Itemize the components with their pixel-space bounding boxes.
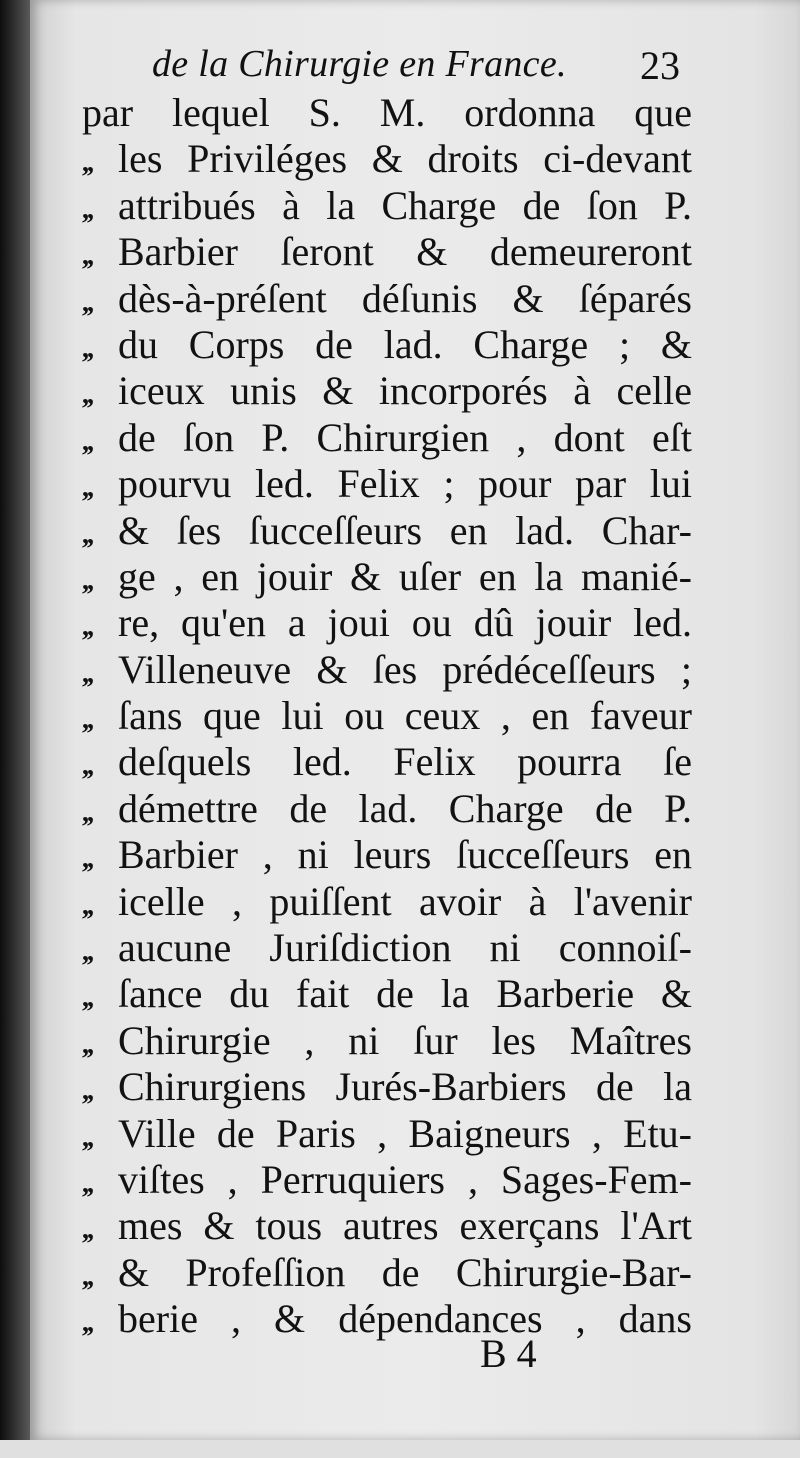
line-text: icelle , puiſſent avoir à l'avenir [118, 878, 692, 924]
quotation-mark: ,, [82, 843, 92, 875]
quotation-mark: ,, [82, 332, 92, 364]
text-line [82, 1157, 692, 1203]
body-text [82, 90, 692, 1343]
text-line [82, 1203, 692, 1249]
quotation-mark: ,, [82, 1307, 92, 1339]
line-text: pourvu led. Felix ; pour par lui [118, 461, 692, 507]
quotation-mark: ,, [82, 193, 92, 225]
quotation-mark: ,, [82, 472, 92, 504]
quotation-mark: ,, [82, 889, 92, 921]
running-title: de la Chirurgie en France. [152, 43, 567, 85]
text-line [82, 925, 692, 971]
text-line [82, 1250, 692, 1296]
quotation-mark: ,, [82, 379, 92, 411]
line-text: berie , & dépendances , dans [118, 1296, 692, 1342]
line-text: dès-à-préſent déſunis & ſéparés [118, 275, 692, 321]
quotation-mark: ,, [82, 750, 92, 782]
line-text: deſquels led. Felix pourra ſe [118, 739, 692, 785]
scan-bottom-edge [0, 1440, 800, 1458]
line-text: iceux unis & incorporés à celle [118, 368, 692, 414]
quotation-mark: ,, [82, 611, 92, 643]
quotation-mark: ,, [82, 518, 92, 550]
text-line [82, 461, 692, 507]
text-line [82, 786, 692, 832]
text-line [82, 90, 692, 136]
quotation-mark: ,, [82, 796, 92, 828]
quotation-mark: ,, [82, 704, 92, 736]
text-line [82, 508, 692, 554]
quotation-mark: ,, [82, 564, 92, 596]
text-line [82, 647, 692, 693]
text-line [82, 739, 692, 785]
text-line [82, 183, 692, 229]
scan-left-edge [0, 0, 30, 1458]
quotation-mark: ,, [82, 1075, 92, 1107]
text-line [82, 415, 692, 461]
line-text: attribués à la Charge de ſon P. [118, 182, 692, 228]
line-text: mes & tous autres exerçans l'Art [118, 1203, 692, 1249]
line-text: de ſon P. Chirurgien , dont eſt [118, 414, 692, 460]
quotation-mark: ,, [82, 1214, 92, 1246]
line-text: Barbier ſeront & demeureront [118, 229, 692, 275]
quotation-mark: ,, [82, 1167, 92, 1199]
line-text: re, qu'en a joui ou dû jouir led. [118, 600, 692, 646]
line-text: Chirurgiens Jurés-Barbiers de la [118, 1064, 692, 1110]
line-text: Villeneuve & ſes prédéceſſeurs ; [118, 646, 692, 692]
line-text: Ville de Paris , Baigneurs , Etu- [118, 1110, 692, 1156]
page-number: 23 [640, 43, 680, 88]
quotation-mark: ,, [82, 240, 92, 272]
text-line [82, 693, 692, 739]
line-text: Barbier , ni leurs ſucceſſeurs en [118, 832, 692, 878]
quotation-mark: ,, [82, 1028, 92, 1060]
line-text: viſtes , Perruquiers , Sages-Fem- [118, 1156, 692, 1202]
line-text: démettre de lad. Charge de P. [118, 785, 692, 831]
text-line [82, 276, 692, 322]
text-line [82, 136, 692, 182]
quotation-mark: ,, [82, 425, 92, 457]
quotation-mark: ,, [82, 1260, 92, 1292]
text-line [82, 1018, 692, 1064]
quotation-mark: ,, [82, 1121, 92, 1153]
line-text: les Priviléges & droits ci-devant [118, 136, 692, 182]
line-text: aucune Juriſdiction ni connoiſ- [118, 925, 692, 971]
line-text: ſance du fait de la Barberie & [118, 971, 692, 1017]
text-line [82, 368, 692, 414]
line-text: Chirurgie , ni ſur les Maîtres [118, 1017, 692, 1063]
text-line [82, 832, 692, 878]
line-text: & Profeſſion de Chirurgie-Bar- [118, 1249, 692, 1295]
text-line [82, 600, 692, 646]
text-line [82, 229, 692, 275]
quotation-mark: ,, [82, 982, 92, 1014]
line-text: du Corps de lad. Charge ; & [118, 321, 692, 367]
text-line [82, 971, 692, 1017]
text-line [82, 554, 692, 600]
line-text: par lequel S. M. ordonna que [82, 90, 692, 135]
text-line [82, 322, 692, 368]
line-text: & ſes ſucceſſeurs en lad. Char- [118, 507, 692, 553]
text-line [82, 1296, 692, 1342]
quotation-mark: ,, [82, 286, 92, 318]
quotation-mark: ,, [82, 936, 92, 968]
quotation-mark: ,, [82, 147, 92, 179]
text-line [82, 1064, 692, 1110]
text-line [82, 1111, 692, 1157]
line-text: ſans que lui ou ceux , en faveur [118, 693, 692, 739]
text-line [82, 879, 692, 925]
line-text: ge , en jouir & uſer en la manié- [118, 553, 692, 599]
signature-mark: B 4 [480, 1331, 537, 1376]
quotation-mark: ,, [82, 657, 92, 689]
